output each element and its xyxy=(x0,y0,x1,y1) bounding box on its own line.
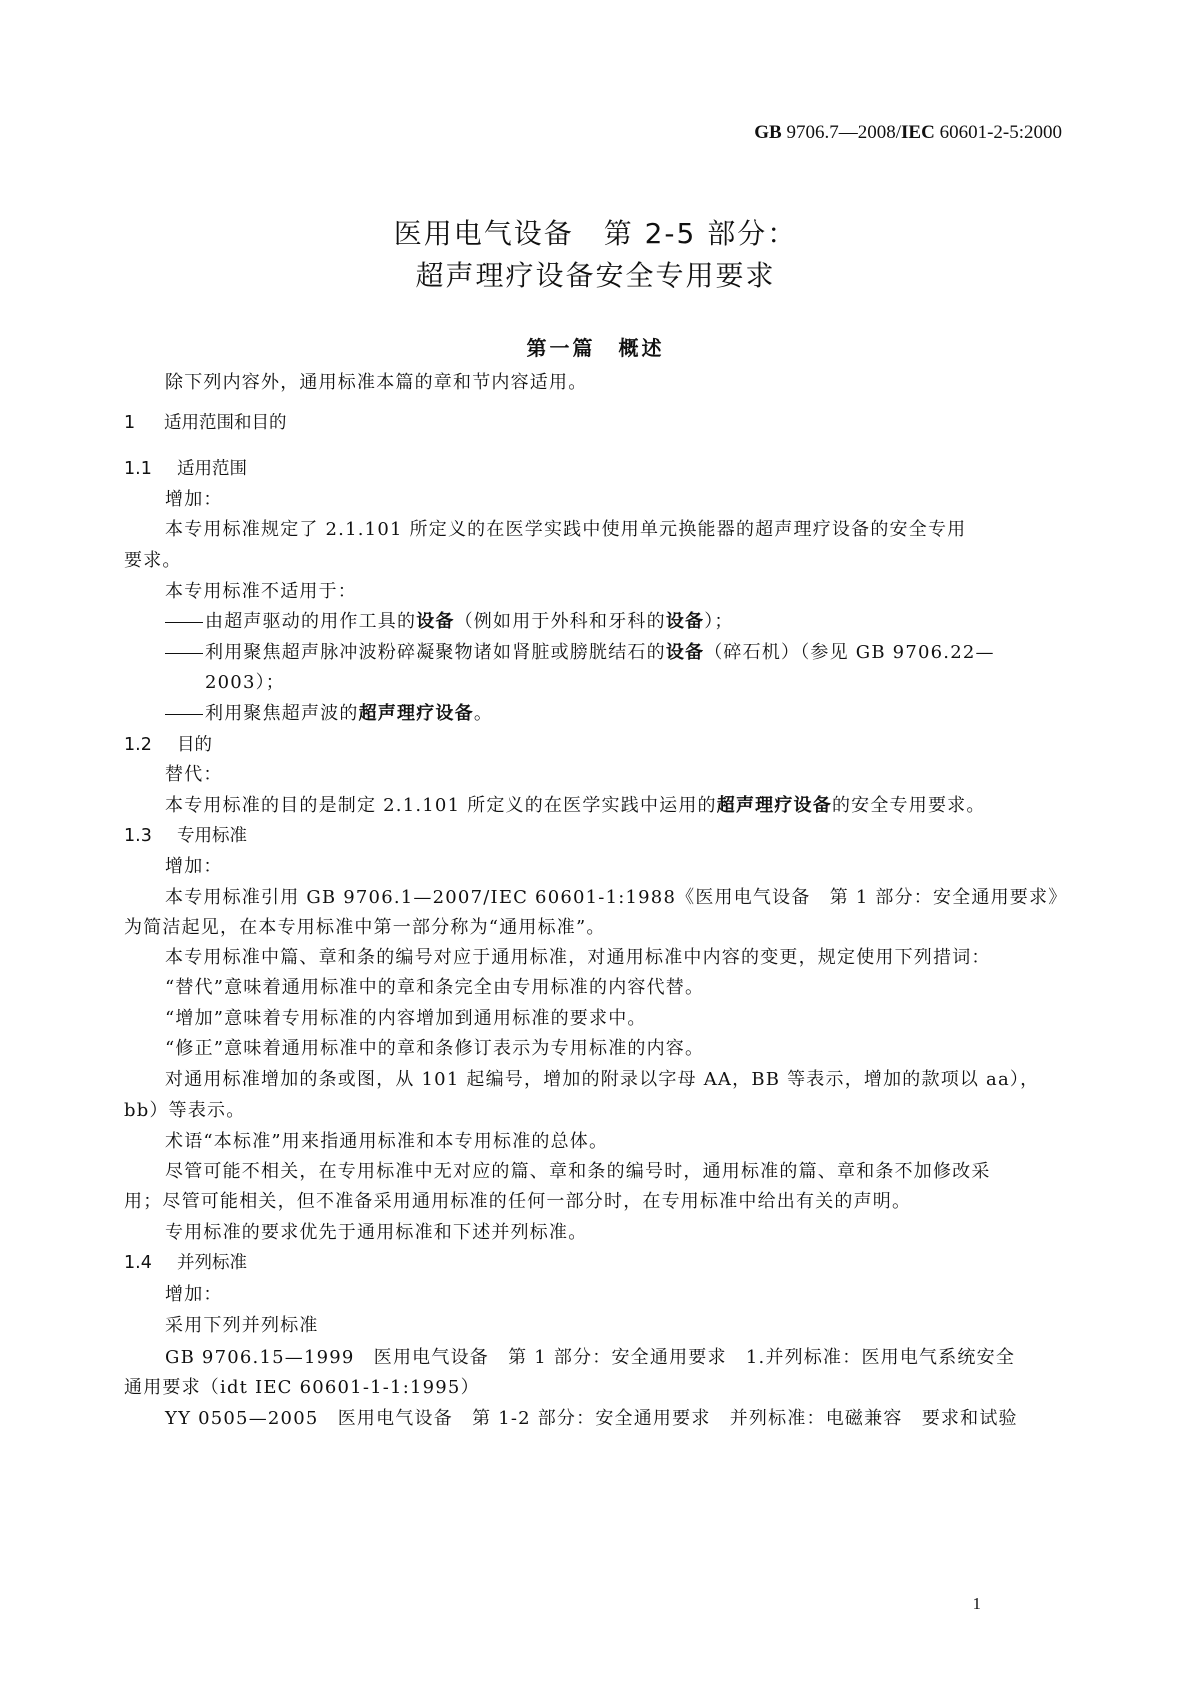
reference-entry: GB 9706.15—1999 医用电气设备 第 1 部分：安全通用要求 1.并列标准：医用电气系统安全 xyxy=(165,1347,1016,1368)
paragraph-continued: 为简洁起见，在本专用标准中第一部分称为“通用标准”。 xyxy=(124,917,606,938)
intro-paragraph: 除下列内容外，通用标准本篇的章和节内容适用。 xyxy=(165,372,588,393)
document-title-line2: 超声理疗设备安全专用要求 xyxy=(415,259,776,292)
reference-entry-continued: 通用要求（idt IEC 60601-1-1:1995） xyxy=(124,1377,480,1398)
paragraph-continued: bb）等表示。 xyxy=(124,1100,246,1121)
paragraph: 本专用标准的目的是制定 2.1.101 所定义的在医学实践中运用的超声理疗设备的安全专用要求。 xyxy=(165,795,986,816)
amend-replace-label: 替代： xyxy=(165,764,223,785)
paragraph: “替代”意味着通用标准中的章和条完全由专用标准的内容代替。 xyxy=(165,977,705,998)
paragraph: 专用标准的要求优先于通用标准和下述并列标准。 xyxy=(165,1222,588,1243)
section-1-3-heading: 1.3 专用标准 xyxy=(124,826,247,846)
list-item-continued: 2003）； xyxy=(205,672,286,693)
section-1-1-heading: 1.1 适用范围 xyxy=(124,459,247,479)
paragraph: 本专用标准不适用于： xyxy=(165,581,357,602)
paragraph: 术语“本标准”用来指通用标准和本专用标准的总体。 xyxy=(165,1131,609,1152)
section-1-4-heading: 1.4 并列标准 xyxy=(124,1253,247,1273)
section-1-2-heading: 1.2 目的 xyxy=(124,735,212,755)
standard-number: GB 9706.7—2008/IEC 60601-2-5:2000 xyxy=(754,122,1062,143)
paragraph: 本专用标准中篇、章和条的编号对应于通用标准，对通用标准中内容的变更，规定使用下列措词： xyxy=(165,947,991,968)
paragraph: “增加”意味着专用标准的内容增加到通用标准的要求中。 xyxy=(165,1008,647,1029)
paragraph: 本专用标准规定了 2.1.101 所定义的在医学实践中使用单元换能器的超声理疗设备的安全专用 xyxy=(165,519,967,540)
amend-add-label: 增加： xyxy=(165,489,223,510)
paragraph: “修正”意味着通用标准中的章和条修订表示为专用标准的内容。 xyxy=(165,1038,705,1059)
page-number: 1 xyxy=(972,1594,981,1613)
list-item: 利用聚焦超声波的超声理疗设备。 xyxy=(165,699,493,725)
amend-add-label: 增加： xyxy=(165,1284,223,1305)
paragraph-continued: 要求。 xyxy=(124,550,182,571)
section-1-heading: 1 适用范围和目的 xyxy=(124,413,287,433)
paragraph: 本专用标准引用 GB 9706.1—2007/IEC 60601-1:1988《医用电气设备 第 1 部分：安全通用要求》 xyxy=(165,887,1068,908)
paragraph: 采用下列并列标准 xyxy=(165,1315,319,1336)
list-item: 由超声驱动的用作工具的设备（例如用于外科和牙科的设备）； xyxy=(165,607,734,633)
paragraph: 对通用标准增加的条或图，从 101 起编号，增加的附录以字母 AA，BB 等表示，增加的款项以 aa）， xyxy=(165,1069,1040,1090)
document-title-line1: 医用电气设备 第 2-5 部分： xyxy=(393,217,798,250)
list-item: 利用聚焦超声脉冲波粉碎凝聚物诸如肾脏或膀胱结石的设备（碎石机）（参见 GB 9706.22— xyxy=(165,638,995,664)
paragraph-continued: 用；尽管可能相关，但不准备采用通用标准的任何一部分时，在专用标准中给出有关的声明。 xyxy=(124,1191,912,1212)
reference-entry: YY 0505—2005 医用电气设备 第 1-2 部分：安全通用要求 并列标准：电磁兼容 要求和试验 xyxy=(165,1408,1018,1429)
part-heading: 第一篇 概述 xyxy=(526,336,665,360)
amend-add-label: 增加： xyxy=(165,856,223,877)
paragraph: 尽管可能不相关，在专用标准中无对应的篇、章和条的编号时，通用标准的篇、章和条不加修改采 xyxy=(165,1161,991,1182)
